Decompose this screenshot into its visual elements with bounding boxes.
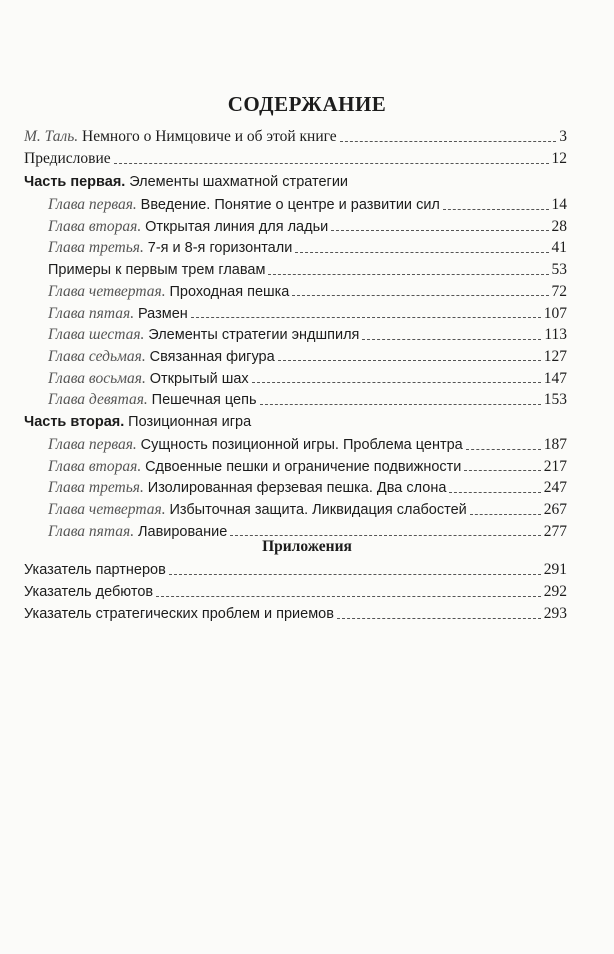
leader-dots xyxy=(464,470,540,471)
chapter-number: Глава третья. xyxy=(48,479,144,497)
entry-title: Связанная фигура xyxy=(149,348,275,365)
chapter-number: Глава пятая. xyxy=(48,522,135,540)
chapter-number: Глава четвертая. xyxy=(48,501,166,519)
toc-entry xyxy=(48,391,567,413)
appendix-heading: Приложения xyxy=(262,538,352,555)
entry-title: Изолированная ферзевая пешка. Два слона xyxy=(147,480,447,497)
chapter-number: Глава девятая. xyxy=(48,391,148,409)
entry-title: Немного о Нимцовиче и об этой книге xyxy=(82,128,337,145)
entry-title: Избыточная защита. Ликвидация слабостей xyxy=(169,502,467,519)
chapter-number: Глава восьмая. xyxy=(48,369,146,387)
page-number: 187 xyxy=(543,436,567,453)
page-number: 277 xyxy=(543,522,567,540)
leader-dots xyxy=(252,382,541,383)
entry-title: Открытый шах xyxy=(149,370,249,387)
leader-dots xyxy=(260,404,541,405)
toc-entry xyxy=(24,128,567,150)
page-number: 267 xyxy=(543,501,567,519)
entry-title: Размен xyxy=(137,305,188,322)
page-number: 28 xyxy=(551,217,567,235)
toc-entry xyxy=(48,305,567,327)
toc-entry xyxy=(48,326,567,348)
leader-dots xyxy=(337,618,541,619)
chapter-number: Глава вторая. xyxy=(48,217,142,235)
leader-dots xyxy=(362,339,541,340)
page-number: 14 xyxy=(551,196,567,213)
page-number: 247 xyxy=(543,479,567,497)
toc-entry xyxy=(24,150,567,172)
leader-dots xyxy=(295,252,548,253)
toc-entry xyxy=(48,218,567,240)
toc-entry xyxy=(48,436,567,458)
leader-dots xyxy=(292,295,548,296)
leader-dots xyxy=(169,574,541,575)
part-title: Элементы шахматной стратегии xyxy=(129,174,349,190)
entry-title: Сущность позиционной игры. Проблема центра xyxy=(140,437,463,453)
entry-title: Пешечная цепь xyxy=(151,392,257,409)
leader-dots xyxy=(466,449,541,450)
chapter-number: Глава первая. xyxy=(48,436,137,453)
chapter-number: Глава пятая. xyxy=(48,304,135,322)
page-number: 292 xyxy=(543,583,567,600)
part-label: Часть вторая. xyxy=(24,414,125,430)
page-number: 12 xyxy=(551,150,567,167)
toc-entry xyxy=(48,370,567,392)
page-number: 147 xyxy=(543,369,567,387)
toc-entry xyxy=(48,479,567,501)
page-number: 53 xyxy=(551,261,567,279)
page-title: СОДЕРЖАНИЕ xyxy=(227,92,387,116)
leader-dots xyxy=(114,163,549,164)
page-number: 217 xyxy=(543,457,567,475)
toc-entry xyxy=(48,458,567,480)
entry-title: Открытая линия для ладьи xyxy=(145,218,329,235)
leader-dots xyxy=(191,317,541,318)
toc-entry xyxy=(48,261,567,283)
entry-title: 7-я и 8-я горизонтали xyxy=(147,240,293,257)
leader-dots xyxy=(230,535,540,536)
page-number: 293 xyxy=(543,605,567,622)
part-title: Позиционная игра xyxy=(128,414,252,430)
entry-title: Сдвоенные пешки и ограничение подвижности xyxy=(145,458,462,475)
leader-dots xyxy=(331,230,548,231)
chapter-number: Глава четвертая. xyxy=(48,282,166,300)
page-number: 153 xyxy=(543,391,567,409)
leader-dots xyxy=(443,209,549,210)
page-number: 41 xyxy=(551,239,567,257)
chapter-number: Глава шестая. xyxy=(48,326,145,344)
entry-title: Указатель партнеров xyxy=(24,562,166,578)
part-heading xyxy=(24,173,567,195)
toc-entry xyxy=(48,348,567,370)
entry-title: Элементы стратегии эндшпиля xyxy=(148,327,360,344)
author-name: М. Таль. xyxy=(24,128,79,145)
page-number: 127 xyxy=(543,347,567,365)
entry-title: Указатель стратегических проблем и приемов xyxy=(24,606,334,622)
leader-dots xyxy=(470,514,541,515)
leader-dots xyxy=(268,274,548,275)
leader-dots xyxy=(156,596,541,597)
toc-entry xyxy=(24,561,567,583)
entry-title: Примеры к первым трем главам xyxy=(48,262,266,279)
toc-entry xyxy=(48,501,567,523)
toc-entry xyxy=(48,283,567,305)
part-heading xyxy=(24,413,567,435)
entry-title: Лавирование xyxy=(137,523,228,540)
entry-title: Указатель дебютов xyxy=(24,584,154,600)
entry-title: Введение. Понятие о центре и развитии сил xyxy=(140,197,440,213)
leader-dots xyxy=(340,141,557,142)
leader-dots xyxy=(278,360,541,361)
entry-title: Предисловие xyxy=(24,150,111,167)
chapter-number: Глава вторая. xyxy=(48,457,142,475)
page-number: 291 xyxy=(543,561,567,578)
page-number: 107 xyxy=(543,304,567,322)
page-number: 3 xyxy=(559,128,567,145)
toc-entry xyxy=(48,196,567,218)
toc-entry xyxy=(24,605,567,627)
chapter-number: Глава седьмая. xyxy=(48,347,146,365)
toc-entry xyxy=(24,583,567,605)
chapter-number: Глава первая. xyxy=(48,196,137,213)
page-number: 113 xyxy=(544,326,567,344)
chapter-number: Глава третья. xyxy=(48,239,144,257)
leader-dots xyxy=(449,492,540,493)
entry-title: Проходная пешка xyxy=(169,283,290,300)
part-label: Часть первая. xyxy=(24,174,126,190)
toc-entry xyxy=(48,239,567,261)
page-number: 72 xyxy=(551,282,567,300)
